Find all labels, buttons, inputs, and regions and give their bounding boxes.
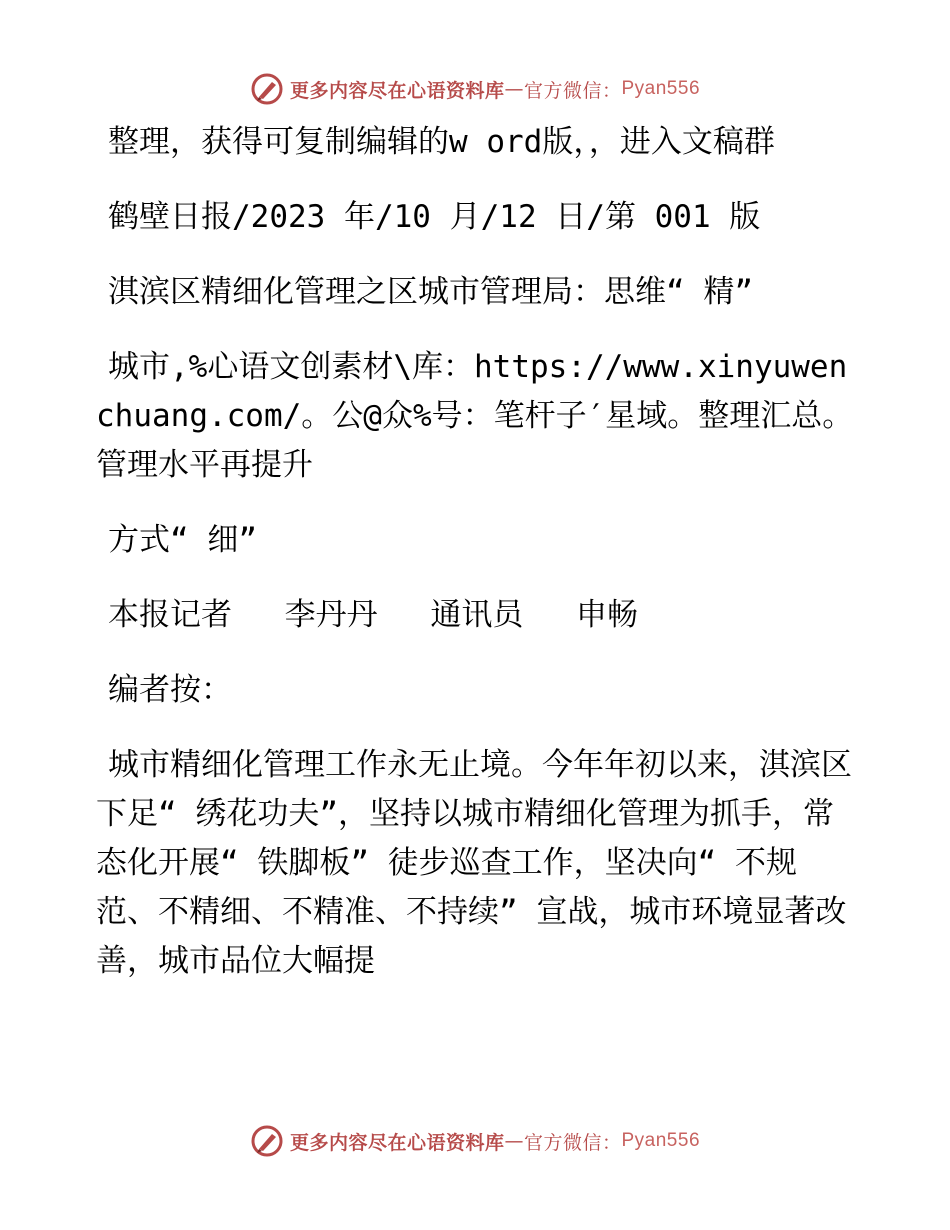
paragraph-headline-2: 城市,%心语文创素材\库：https://www.xinyuwenchuang.com/。公@众%号：笔杆子′星域。整理汇总。管理水平再提升 [96,349,854,483]
watermark-dash: — [504,78,524,100]
watermark-main-text: 更多内容尽在心语资料库 [289,79,505,102]
paragraph-editor-note-label: 编者按： [108,672,232,708]
byline-correspondent-label: 通讯员 [430,597,524,633]
watermark-wechat-id: Pyan556 [621,78,701,99]
document-body [96,118,856,1012]
watermark-wechat-id: Pyan556 [621,1130,701,1151]
byline-correspondent-name: 申畅 [576,597,639,633]
watermark-wechat-label: 官方微信： [523,1131,622,1154]
pen-logo-icon [250,1124,284,1158]
byline-reporter-label: 本报记者 [108,597,232,633]
paragraph-intro: 整理，获得可复制编辑的w ord版，，进入文稿群 [108,124,775,160]
watermark-wechat-label: 官方微信： [523,79,622,102]
paragraph-headline-3: 方式“ 细” [108,522,257,558]
paragraph-editor-note: 城市精细化管理工作永无止境。今年年初以来，淇滨区下足“ 绣花功夫”，坚持以城市精细化管理为抓手，常态化开展“ 铁脚板” 徒步巡查工作，坚决向“ 不规范、不精细、不精准、不持续” 宣战，城市环境显著改善，城市品位大幅提 [96,747,852,979]
byline-reporter-name: 李丹丹 [284,597,378,633]
paragraph-source: 鹤壁日报/2023 年/10 月/12 日/第 001 版 [108,199,761,235]
paragraph-headline-1: 淇滨区精细化管理之区城市管理局：思维“ 精” [108,274,753,310]
byline [96,591,856,640]
watermark-main-text: 更多内容尽在心语资料库 [289,1131,505,1154]
pen-logo-icon [250,72,284,106]
watermark-footer [0,1124,950,1158]
watermark-header [0,72,950,106]
watermark-dash: — [504,1130,524,1152]
